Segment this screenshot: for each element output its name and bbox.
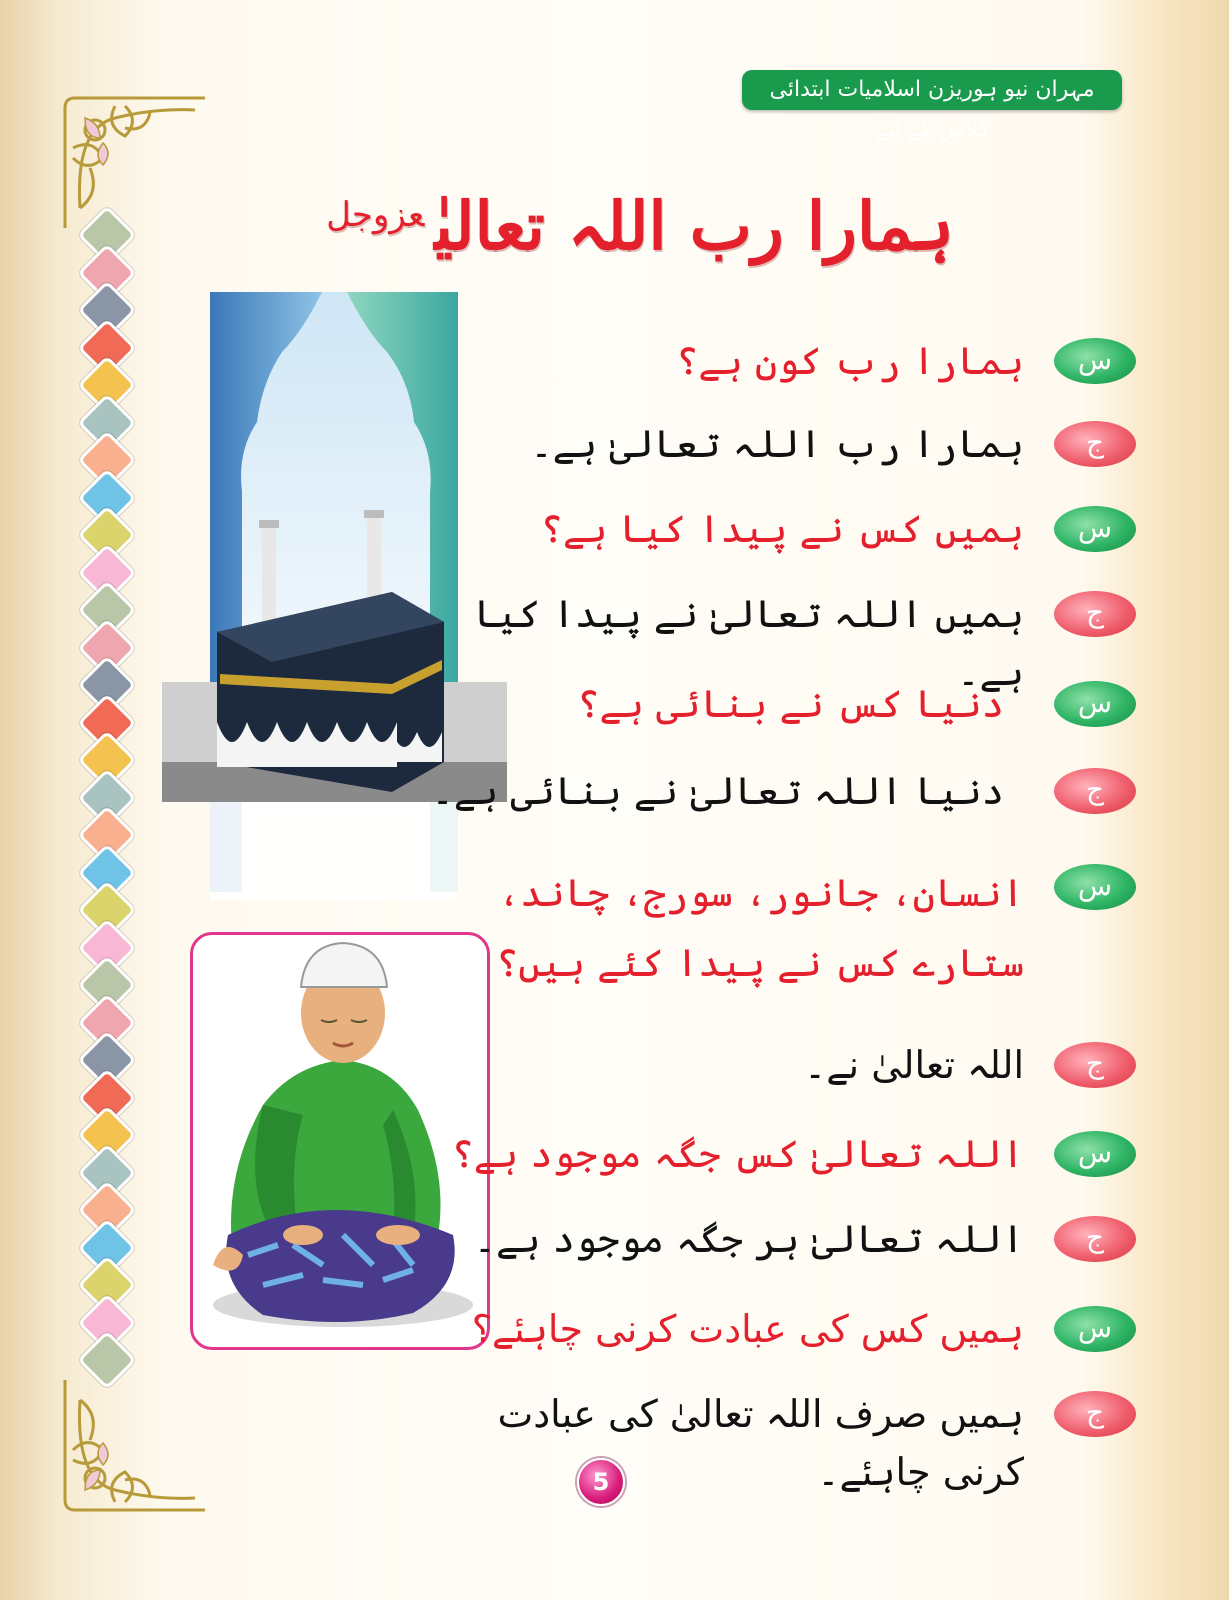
- page-title: [300, 165, 980, 265]
- answer-row: [420, 1036, 1136, 1096]
- corner-ornament-bottom-icon: [55, 1370, 215, 1520]
- question-row: [420, 858, 1136, 998]
- answer-text: ہمارا رب اللہ تعالیٰ ہے۔: [530, 422, 1024, 466]
- question-text: دنیا کس نے بنائی ہے؟: [577, 682, 1004, 726]
- answer-text: ہمیں صرف اللہ تعالیٰ کی عبادت کرنی چاہئے۔: [497, 1392, 1024, 1494]
- question-row: [420, 1300, 1136, 1360]
- question-badge: س: [1054, 506, 1136, 552]
- answer-badge: ج: [1054, 1391, 1136, 1437]
- answer-badge: ج: [1054, 1042, 1136, 1088]
- answer-row: [420, 415, 1136, 475]
- question-row: [420, 500, 1136, 560]
- answer-text: اللہ تعالیٰ نے۔: [804, 1043, 1024, 1087]
- diamond-border: [72, 208, 136, 1368]
- answer-text: ہمیں اللہ تعالیٰ نے پیدا کیا ہے۔: [473, 592, 1024, 694]
- answer-badge: ج: [1054, 768, 1136, 814]
- page-number: 5: [577, 1458, 625, 1506]
- question-text: ہمارا رب کون ہے؟: [676, 339, 1024, 383]
- question-text: اللہ تعالیٰ کس جگہ موجود ہے؟: [451, 1132, 1024, 1176]
- title-main: ہمارا رب اللہ تعالیٰ: [434, 187, 954, 265]
- question-badge: س: [1054, 864, 1136, 910]
- question-row: [420, 675, 1136, 735]
- question-badge: س: [1054, 1306, 1136, 1352]
- question-badge: س: [1054, 1131, 1136, 1177]
- question-badge: س: [1054, 338, 1136, 384]
- question-row: [420, 332, 1136, 392]
- question-text: ہمیں کس نے پیدا کیا ہے؟: [540, 507, 1024, 551]
- series-label: مہران نیو ہوریزن اسلامیات ابتدائی کلاس کے لئے: [742, 70, 1122, 110]
- answer-badge: ج: [1054, 591, 1136, 637]
- question-text: ہمیں کس کی عبادت کرنی چاہئے؟: [471, 1307, 1024, 1351]
- answer-row: [420, 1210, 1136, 1270]
- answer-text: دنیا اللہ تعالیٰ نے بنائی ہے۔: [431, 769, 1004, 813]
- question-row: [420, 1125, 1136, 1185]
- question-badge: س: [1054, 681, 1136, 727]
- answer-row: [420, 585, 1136, 694]
- question-text: انسان، جانور، سورج، چاند، ستارے کس نے پیدا کئے ہیں؟: [496, 871, 1024, 985]
- answer-row: [420, 762, 1136, 822]
- answer-row: [420, 1385, 1136, 1494]
- answer-text: اللہ تعالیٰ ہر جگہ موجود ہے۔: [473, 1217, 1024, 1261]
- answer-badge: ج: [1054, 1216, 1136, 1262]
- title-honorific: عزوجل: [326, 195, 425, 235]
- answer-badge: ج: [1054, 421, 1136, 467]
